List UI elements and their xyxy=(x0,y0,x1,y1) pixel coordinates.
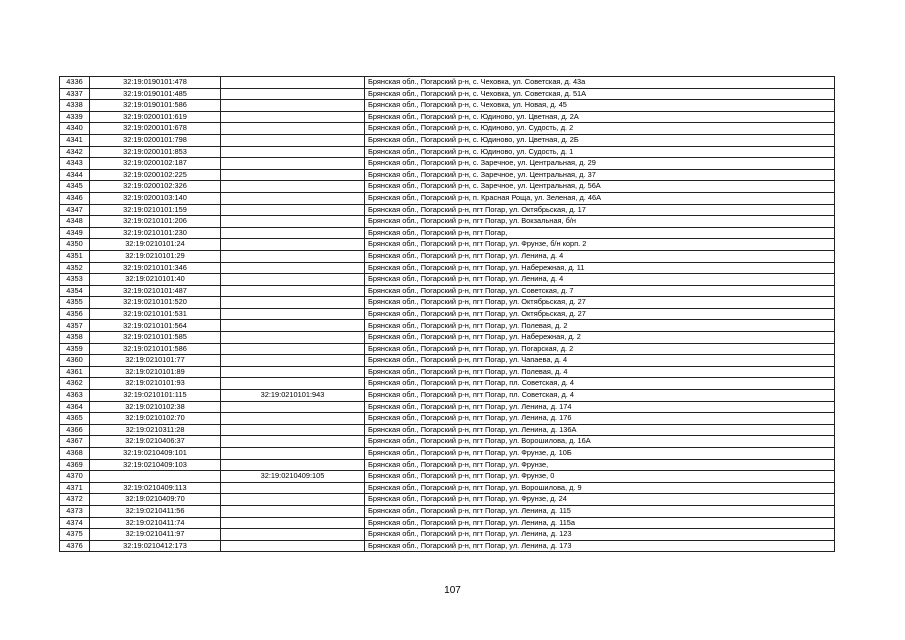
cadastral-number-cell: 32:19:0210101:531 xyxy=(90,308,221,320)
cadastral-number-cell: 32:19:0210102:38 xyxy=(90,401,221,413)
parent-cadastral-number-cell xyxy=(221,250,365,262)
parent-cadastral-number-cell xyxy=(221,204,365,216)
cadastral-number-cell: 32:19:0200102:225 xyxy=(90,169,221,181)
row-number-cell: 4370 xyxy=(60,471,90,483)
row-number-cell: 4355 xyxy=(60,297,90,309)
table-row xyxy=(60,100,835,112)
cadastral-number-cell: 32:19:0210101:520 xyxy=(90,297,221,309)
cadastral-number-cell: 32:19:0200101:798 xyxy=(90,134,221,146)
cadastral-number-cell: 32:19:0210409:101 xyxy=(90,448,221,460)
parent-cadastral-number-cell xyxy=(221,88,365,100)
row-number-cell: 4349 xyxy=(60,227,90,239)
parent-cadastral-number-cell xyxy=(221,517,365,529)
parent-cadastral-number-cell xyxy=(221,459,365,471)
table-row xyxy=(60,471,835,483)
address-cell: Брянская обл., Погарский р-н, пгт Погар, ул. Фрунзе, 0 xyxy=(365,471,835,483)
row-number-cell: 4364 xyxy=(60,401,90,413)
parent-cadastral-number-cell xyxy=(221,169,365,181)
row-number-cell: 4344 xyxy=(60,169,90,181)
cadastral-number-cell: 32:19:0200101:619 xyxy=(90,111,221,123)
parent-cadastral-number-cell xyxy=(221,448,365,460)
table-row xyxy=(60,216,835,228)
cadastral-number-cell: 32:19:0210101:89 xyxy=(90,366,221,378)
parent-cadastral-number-cell xyxy=(221,262,365,274)
cadastral-number-cell: 32:19:0200102:326 xyxy=(90,181,221,193)
row-number-cell: 4336 xyxy=(60,77,90,89)
cadastral-number-cell: 32:19:0210311:28 xyxy=(90,424,221,436)
address-cell: Брянская обл., Погарский р-н, пгт Погар, ул. Ленина, д. 174 xyxy=(365,401,835,413)
row-number-cell: 4365 xyxy=(60,413,90,425)
row-number-cell: 4362 xyxy=(60,378,90,390)
row-number-cell: 4357 xyxy=(60,320,90,332)
row-number-cell: 4345 xyxy=(60,181,90,193)
row-number-cell: 4347 xyxy=(60,204,90,216)
table-row xyxy=(60,459,835,471)
row-number-cell: 4368 xyxy=(60,448,90,460)
row-number-cell: 4366 xyxy=(60,424,90,436)
address-cell: Брянская обл., Погарский р-н, пгт Погар, ул. Ворошилова, д. 16А xyxy=(365,436,835,448)
address-cell: Брянская обл., Погарский р-н, пгт Погар, ул. Ворошилова, д. 9 xyxy=(365,482,835,494)
parent-cadastral-number-cell xyxy=(221,134,365,146)
table-row xyxy=(60,158,835,170)
table-row xyxy=(60,285,835,297)
row-number-cell: 4353 xyxy=(60,274,90,286)
address-cell: Брянская обл., Погарский р-н, с. Заречное, ул. Центральная, д. 29 xyxy=(365,158,835,170)
cadastral-number-cell: 32:19:0200101:678 xyxy=(90,123,221,135)
address-cell: Брянская обл., Погарский р-н, с. Юдиново, ул. Судость, д. 1 xyxy=(365,146,835,158)
cadastral-number-cell: 32:19:0210412:173 xyxy=(90,540,221,552)
parent-cadastral-number-cell xyxy=(221,146,365,158)
row-number-cell: 4374 xyxy=(60,517,90,529)
address-cell: Брянская обл., Погарский р-н, пгт Погар, ул. Чапаева, д. 4 xyxy=(365,355,835,367)
parent-cadastral-number-cell xyxy=(221,100,365,112)
row-number-cell: 4350 xyxy=(60,239,90,251)
parent-cadastral-number-cell xyxy=(221,192,365,204)
table-row xyxy=(60,146,835,158)
address-cell: Брянская обл., Погарский р-н, пгт Погар, ул. Фрунзе, б/н корп. 2 xyxy=(365,239,835,251)
table-row xyxy=(60,401,835,413)
table-row xyxy=(60,390,835,402)
row-number-cell: 4339 xyxy=(60,111,90,123)
table-row xyxy=(60,517,835,529)
address-cell: Брянская обл., Погарский р-н, пгт Погар, ул. Фрунзе, д. 24 xyxy=(365,494,835,506)
table-row xyxy=(60,332,835,344)
address-cell: Брянская обл., Погарский р-н, пгт Погар, ул. Ленина, д. 173 xyxy=(365,540,835,552)
cadastral-number-cell: 32:19:0210101:115 xyxy=(90,390,221,402)
parent-cadastral-number-cell xyxy=(221,77,365,89)
address-cell: Брянская обл., Погарский р-н, пгт Погар, ул. Погарская, д. 2 xyxy=(365,343,835,355)
table-row xyxy=(60,448,835,460)
table-row xyxy=(60,250,835,262)
cadastral-number-cell: 32:19:0210101:24 xyxy=(90,239,221,251)
address-cell: Брянская обл., Погарский р-н, пгт Погар, пл. Советская, д. 4 xyxy=(365,390,835,402)
property-table xyxy=(59,76,835,552)
cadastral-number-cell: 32:19:0200101:853 xyxy=(90,146,221,158)
address-cell: Брянская обл., Погарский р-н, пгт Погар, ул. Набережная, д. 2 xyxy=(365,332,835,344)
table-row xyxy=(60,262,835,274)
address-cell: Брянская обл., Погарский р-н, пгт Погар, пл. Советская, д. 4 xyxy=(365,378,835,390)
address-cell: Брянская обл., Погарский р-н, пгт Погар, ул. Октябрьская, д. 17 xyxy=(365,204,835,216)
row-number-cell: 4359 xyxy=(60,343,90,355)
address-cell: Брянская обл., Погарский р-н, с. Юдиново, ул. Судость, д. 2 xyxy=(365,123,835,135)
parent-cadastral-number-cell xyxy=(221,320,365,332)
row-number-cell: 4337 xyxy=(60,88,90,100)
cadastral-number-cell: 32:19:0210411:97 xyxy=(90,529,221,541)
table-row xyxy=(60,123,835,135)
row-number-cell: 4363 xyxy=(60,390,90,402)
cadastral-number-cell: 32:19:0210101:40 xyxy=(90,274,221,286)
row-number-cell: 4367 xyxy=(60,436,90,448)
cadastral-number-cell: 32:19:0210102:70 xyxy=(90,413,221,425)
cadastral-number-cell: 32:19:0210101:487 xyxy=(90,285,221,297)
table-row xyxy=(60,355,835,367)
parent-cadastral-number-cell: 32:19:0210101:943 xyxy=(221,390,365,402)
parent-cadastral-number-cell xyxy=(221,123,365,135)
parent-cadastral-number-cell xyxy=(221,297,365,309)
parent-cadastral-number-cell xyxy=(221,366,365,378)
row-number-cell: 4348 xyxy=(60,216,90,228)
parent-cadastral-number-cell xyxy=(221,424,365,436)
cadastral-number-cell: 32:19:0210101:586 xyxy=(90,343,221,355)
table-row xyxy=(60,134,835,146)
cadastral-number-cell: 32:19:0210101:346 xyxy=(90,262,221,274)
parent-cadastral-number-cell xyxy=(221,227,365,239)
address-cell: Брянская обл., Погарский р-н, пгт Погар, ул. Ленина, д. 115а xyxy=(365,517,835,529)
cadastral-number-cell: 32:19:0210101:585 xyxy=(90,332,221,344)
row-number-cell: 4372 xyxy=(60,494,90,506)
row-number-cell: 4346 xyxy=(60,192,90,204)
parent-cadastral-number-cell xyxy=(221,111,365,123)
address-cell: Брянская обл., Погарский р-н, пгт Погар, xyxy=(365,227,835,239)
parent-cadastral-number-cell xyxy=(221,482,365,494)
parent-cadastral-number-cell xyxy=(221,529,365,541)
address-cell: Брянская обл., Погарский р-н, пгт Погар, ул. Набережная, д. 11 xyxy=(365,262,835,274)
address-cell: Брянская обл., Погарский р-н, с. Заречное, ул. Центральная, д. 56А xyxy=(365,181,835,193)
row-number-cell: 4342 xyxy=(60,146,90,158)
address-cell: Брянская обл., Погарский р-н, с. Чеховка, ул. Новая, д. 45 xyxy=(365,100,835,112)
table-row xyxy=(60,274,835,286)
parent-cadastral-number-cell xyxy=(221,494,365,506)
cadastral-number-cell: 32:19:0210101:77 xyxy=(90,355,221,367)
table-row xyxy=(60,88,835,100)
address-cell: Брянская обл., Погарский р-н, пгт Погар, ул. Ленина, д. 4 xyxy=(365,274,835,286)
parent-cadastral-number-cell xyxy=(221,216,365,228)
row-number-cell: 4341 xyxy=(60,134,90,146)
address-cell: Брянская обл., Погарский р-н, пгт Погар, ул. Ленина, д. 115 xyxy=(365,505,835,517)
table-row xyxy=(60,320,835,332)
cadastral-number-cell xyxy=(90,471,221,483)
address-cell: Брянская обл., Погарский р-н, пгт Погар, ул. Фрунзе, д. 10Б xyxy=(365,448,835,460)
table-row xyxy=(60,424,835,436)
address-cell: Брянская обл., Погарский р-н, с. Заречное, ул. Центральная, д. 37 xyxy=(365,169,835,181)
row-number-cell: 4376 xyxy=(60,540,90,552)
row-number-cell: 4351 xyxy=(60,250,90,262)
table-row xyxy=(60,378,835,390)
cadastral-number-cell: 32:19:0210101:29 xyxy=(90,250,221,262)
row-number-cell: 4375 xyxy=(60,529,90,541)
table-row xyxy=(60,297,835,309)
table-row xyxy=(60,494,835,506)
parent-cadastral-number-cell xyxy=(221,355,365,367)
address-cell: Брянская обл., Погарский р-н, пгт Погар, ул. Вокзальная, б/н xyxy=(365,216,835,228)
parent-cadastral-number-cell xyxy=(221,436,365,448)
cadastral-number-cell: 32:19:0210409:103 xyxy=(90,459,221,471)
row-number-cell: 4352 xyxy=(60,262,90,274)
table-row xyxy=(60,239,835,251)
table-row xyxy=(60,436,835,448)
address-cell: Брянская обл., Погарский р-н, пгт Погар, ул. Ленина, д. 176 xyxy=(365,413,835,425)
row-number-cell: 4358 xyxy=(60,332,90,344)
table-row xyxy=(60,540,835,552)
row-number-cell: 4356 xyxy=(60,308,90,320)
row-number-cell: 4354 xyxy=(60,285,90,297)
parent-cadastral-number-cell xyxy=(221,413,365,425)
table-row xyxy=(60,366,835,378)
table-row xyxy=(60,482,835,494)
cadastral-number-cell: 32:19:0200102:187 xyxy=(90,158,221,170)
row-number-cell: 4361 xyxy=(60,366,90,378)
table-row xyxy=(60,77,835,89)
row-number-cell: 4373 xyxy=(60,505,90,517)
row-number-cell: 4360 xyxy=(60,355,90,367)
cadastral-number-cell: 32:19:0210411:56 xyxy=(90,505,221,517)
parent-cadastral-number-cell xyxy=(221,308,365,320)
address-cell: Брянская обл., Погарский р-н, пгт Погар, ул. Фрунзе, xyxy=(365,459,835,471)
row-number-cell: 4338 xyxy=(60,100,90,112)
address-cell: Брянская обл., Погарский р-н, с. Чеховка, ул. Советская, д. 51А xyxy=(365,88,835,100)
address-cell: Брянская обл., Погарский р-н, пгт Погар, ул. Ленина, д. 136А xyxy=(365,424,835,436)
address-cell: Брянская обл., Погарский р-н, пгт Погар, ул. Советская, д. 7 xyxy=(365,285,835,297)
cadastral-number-cell: 32:19:0210101:159 xyxy=(90,204,221,216)
row-number-cell: 4369 xyxy=(60,459,90,471)
table-row xyxy=(60,111,835,123)
cadastral-number-cell: 32:19:0190101:478 xyxy=(90,77,221,89)
address-cell: Брянская обл., Погарский р-н, п. Красная Роща, ул. Зеленая, д. 46А xyxy=(365,192,835,204)
cadastral-number-cell: 32:19:0190101:586 xyxy=(90,100,221,112)
parent-cadastral-number-cell xyxy=(221,343,365,355)
table-row xyxy=(60,192,835,204)
table-row xyxy=(60,529,835,541)
row-number-cell: 4343 xyxy=(60,158,90,170)
parent-cadastral-number-cell xyxy=(221,540,365,552)
cadastral-number-cell: 32:19:0210101:564 xyxy=(90,320,221,332)
address-cell: Брянская обл., Погарский р-н, с. Юдиново, ул. Цветная, д. 2Б xyxy=(365,134,835,146)
row-number-cell: 4340 xyxy=(60,123,90,135)
address-cell: Брянская обл., Погарский р-н, пгт Погар, ул. Октябрьская, д. 27 xyxy=(365,297,835,309)
parent-cadastral-number-cell xyxy=(221,239,365,251)
cadastral-number-cell: 32:19:0210409:113 xyxy=(90,482,221,494)
cadastral-number-cell: 32:19:0190101:485 xyxy=(90,88,221,100)
cadastral-number-cell: 32:19:0210101:93 xyxy=(90,378,221,390)
table-row xyxy=(60,204,835,216)
cadastral-number-cell: 32:19:0210406:37 xyxy=(90,436,221,448)
parent-cadastral-number-cell xyxy=(221,274,365,286)
address-cell: Брянская обл., Погарский р-н, пгт Погар, ул. Полевая, д. 4 xyxy=(365,366,835,378)
parent-cadastral-number-cell xyxy=(221,158,365,170)
cadastral-number-cell: 32:19:0210101:230 xyxy=(90,227,221,239)
address-cell: Брянская обл., Погарский р-н, с. Чеховка, ул. Советская, д. 43а xyxy=(365,77,835,89)
table-row xyxy=(60,308,835,320)
parent-cadastral-number-cell xyxy=(221,181,365,193)
cadastral-number-cell: 32:19:0210411:74 xyxy=(90,517,221,529)
cadastral-number-cell: 32:19:0200103:140 xyxy=(90,192,221,204)
table-body xyxy=(60,77,835,552)
table-row xyxy=(60,227,835,239)
address-cell: Брянская обл., Погарский р-н, пгт Погар, ул. Ленина, д. 123 xyxy=(365,529,835,541)
table-row xyxy=(60,343,835,355)
parent-cadastral-number-cell xyxy=(221,332,365,344)
address-cell: Брянская обл., Погарский р-н, пгт Погар, ул. Октябрьская, д. 27 xyxy=(365,308,835,320)
parent-cadastral-number-cell xyxy=(221,401,365,413)
table-row xyxy=(60,169,835,181)
cadastral-number-cell: 32:19:0210409:70 xyxy=(90,494,221,506)
table-row xyxy=(60,413,835,425)
page-number: 107 xyxy=(444,585,461,596)
parent-cadastral-number-cell xyxy=(221,378,365,390)
address-cell: Брянская обл., Погарский р-н, пгт Погар, ул. Полевая, д. 2 xyxy=(365,320,835,332)
parent-cadastral-number-cell xyxy=(221,285,365,297)
parent-cadastral-number-cell: 32:19:0210409:105 xyxy=(221,471,365,483)
parent-cadastral-number-cell xyxy=(221,505,365,517)
cadastral-number-cell: 32:19:0210101:206 xyxy=(90,216,221,228)
address-cell: Брянская обл., Погарский р-н, пгт Погар, ул. Ленина, д. 4 xyxy=(365,250,835,262)
row-number-cell: 4371 xyxy=(60,482,90,494)
table-row xyxy=(60,505,835,517)
table-row xyxy=(60,181,835,193)
address-cell: Брянская обл., Погарский р-н, с. Юдиново, ул. Цветная, д. 2А xyxy=(365,111,835,123)
